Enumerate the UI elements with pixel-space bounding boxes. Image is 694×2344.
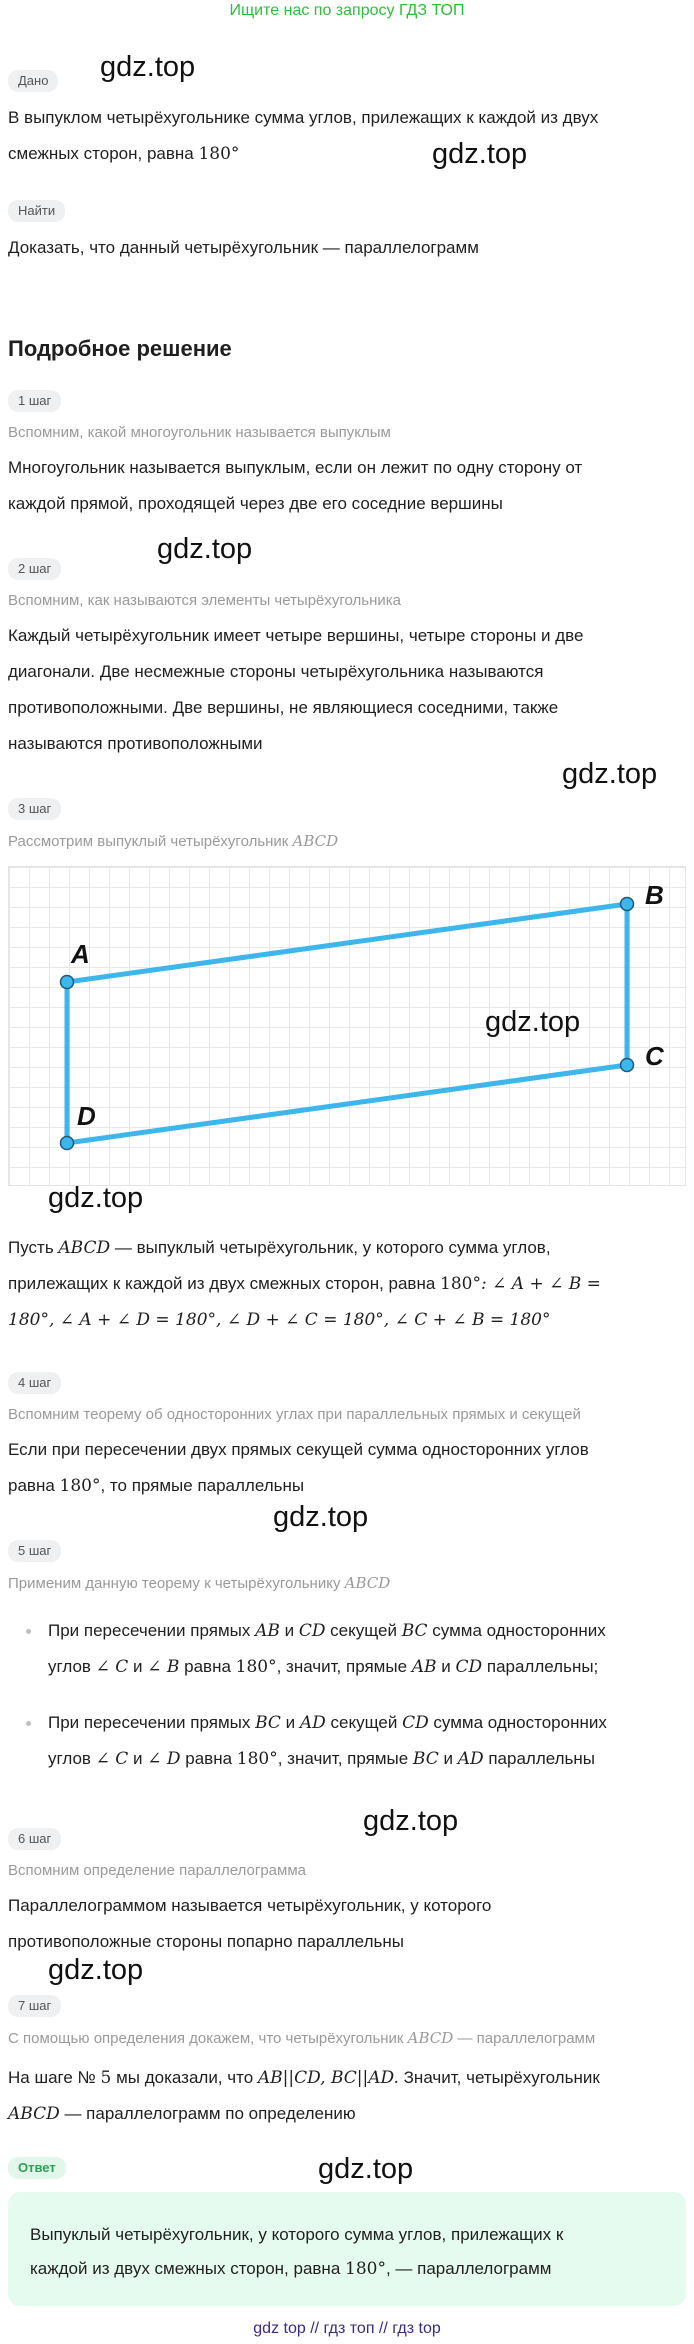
footer-links[interactable]: gdz top // гдз топ // гдз top [253, 2320, 441, 2337]
b1l2m1: ∠ C [95, 1657, 129, 1677]
step7-hint-math: ABCD [407, 2029, 454, 2047]
step2-chip-wrap [8, 558, 61, 580]
step3-line-2 [8, 1266, 688, 1302]
vertex-c [621, 1059, 634, 1072]
b1l1t3: секущей [325, 1621, 402, 1640]
s7l1t1: На шаге № [8, 2068, 101, 2087]
step5-b1-line-1 [48, 1613, 688, 1649]
watermark: gdz.top [48, 1182, 144, 1214]
step5-b2-line-2 [48, 1741, 688, 1777]
step4-line-1: Если при пересечении двух прямых секущей сумма односторонних углов [8, 1440, 589, 1459]
s7l1t2: мы доказали, что [111, 2068, 258, 2087]
b1l2t6: параллельны; [482, 1657, 599, 1676]
step7-chip-wrap [8, 1995, 61, 2017]
step7-hint-t1: С помощью определения докажем, что четырёхугольник [8, 2030, 408, 2047]
step3-text [8, 1230, 688, 1338]
b2l2m1: ∠ C [95, 1749, 129, 1769]
answer-box [8, 2192, 686, 2306]
step4-line-2 [8, 1468, 688, 1504]
b2l2t5: и [438, 1749, 458, 1768]
answer-l2-t2: , — параллелограмм [385, 2259, 552, 2278]
step5-chip: 5 шаг [8, 1540, 61, 1562]
given-line-2 [8, 136, 688, 172]
b2l1m2: AD [299, 1713, 326, 1733]
watermark: gdz.top [48, 1954, 144, 1986]
top-banner: Ищите нас по запросу ГДЗ ТОП [229, 2, 465, 19]
step1-line-1: Многоугольник называется выпуклым, если он лежит по одну сторону от [8, 458, 583, 477]
b1l2t4: , значит, прямые [276, 1657, 412, 1676]
s7l1m2: AB||CD, BC||AD. [257, 2068, 399, 2088]
b2l1m1: BC [255, 1713, 281, 1733]
vertex-b [621, 898, 634, 911]
step5-chip-wrap [8, 1540, 61, 1562]
step3-l2-t1: прилежащих к каждой из двух смежных сторон, равна [8, 1274, 441, 1293]
b2l1t1: При пересечении прямых [48, 1713, 256, 1732]
step3-line-1 [8, 1230, 688, 1266]
step3-line-3 [8, 1302, 688, 1338]
step6-chip: 6 шаг [8, 1828, 61, 1850]
step3-l3-m1: 180°, ∠ A + ∠ D = 180°, ∠ D + ∠ C = 180°, ∠ C + ∠ B = 180° [8, 1310, 551, 1330]
find-chip-wrap [8, 200, 65, 222]
b2l2m5: AD [457, 1749, 484, 1769]
watermark: gdz.top [157, 533, 253, 565]
step7-chip: 7 шаг [8, 1995, 61, 2017]
figure-svg [9, 867, 687, 1187]
watermark: gdz.top [363, 1805, 459, 1837]
step7-line-2 [8, 2096, 688, 2132]
watermark: gdz.top [318, 2153, 414, 2185]
step5-hint-text: Применим данную теорему к четырёхугольнику [8, 1575, 345, 1592]
label-d: D [77, 1101, 96, 1131]
s7l1m1: 5 [100, 2068, 112, 2088]
step4-l2-m1: 180° [59, 1476, 101, 1496]
b1l1t4: сумма односторонних [427, 1621, 606, 1640]
answer-l2-t1: каждой из двух смежных сторон, равна [30, 2259, 345, 2278]
label-b: B [645, 880, 664, 910]
step5-bullets [8, 1613, 688, 1777]
b1l1t1: При пересечении прямых [48, 1621, 256, 1640]
step2-line-3: противоположными. Две вершины, не являющиеся соседними, также [8, 698, 559, 717]
step2-line-4: называются противоположными [8, 734, 263, 753]
given-line-1: В выпуклом четырёхугольнике сумма углов, прилежащих к каждой из двух [8, 108, 599, 127]
b2l2t2: и [128, 1749, 148, 1768]
b2l2t6: параллельны [483, 1749, 596, 1768]
step5-b2-line-1 [48, 1705, 688, 1741]
b2l1t3: секущей [325, 1713, 403, 1732]
step3-l1-t2: — выпуклый четырёхугольник, у которого сумма углов, [110, 1238, 551, 1257]
b2l1t2: и [280, 1713, 300, 1732]
b1l2t2: и [128, 1657, 148, 1676]
b1l2t1: углов [48, 1657, 96, 1676]
b2l2t4: , значит, прямые [277, 1749, 413, 1768]
step6-line-2: противоположные стороны попарно параллельны [8, 1932, 404, 1951]
watermark: gdz.top [273, 1501, 369, 1533]
vertex-a [61, 976, 74, 989]
step4-l2-t2: , то прямые параллельны [100, 1476, 305, 1495]
solution-title: Подробное решение [8, 336, 232, 361]
step3-hint-text: Рассмотрим выпуклый четырёхугольник [8, 833, 293, 850]
step2-line-1: Каждый четырёхугольник имеет четыре вершины, четыре стороны и две [8, 626, 584, 645]
step1-text [8, 450, 688, 522]
b2l1m3: CD [402, 1713, 429, 1733]
b1l2m4: AB [411, 1657, 437, 1677]
b2l2m3: 180° [236, 1749, 278, 1769]
given-math-180: 180° [198, 144, 240, 164]
b1l1m1: AB [255, 1621, 280, 1641]
answer-chip: Ответ [8, 2157, 66, 2179]
step3-hint [8, 830, 338, 853]
quadrilateral-figure [8, 866, 686, 1186]
find-text: Доказать, что данный четырёхугольник — параллелограмм [8, 238, 479, 257]
step5-b1-line-2 [48, 1649, 688, 1685]
step2-text [8, 618, 688, 762]
b1l2t3: равна [179, 1657, 236, 1676]
label-a: A [71, 939, 90, 969]
step4-chip-wrap [8, 1372, 61, 1394]
step5-bullet-2 [8, 1705, 688, 1777]
watermark: gdz.top [432, 138, 528, 170]
s7l2m1: ABCD [8, 2104, 60, 2124]
find-chip: Найти [8, 200, 65, 222]
step3-l2-m2: : ∠ A + ∠ B = [480, 1274, 601, 1294]
watermark: gdz.top [562, 758, 658, 790]
vertex-d [61, 1137, 74, 1150]
b1l2t5: и [436, 1657, 456, 1676]
step5-hint [8, 1572, 390, 1595]
given-chip: Дано [8, 70, 58, 92]
b1l2m2: ∠ B [147, 1657, 180, 1677]
step1-hint: Вспомним, какой многоугольник называется выпуклым [8, 424, 391, 441]
answer-line-1: Выпуклый четырёхугольник, у которого сумма углов, прилежащих к [30, 2225, 564, 2244]
step1-chip-wrap [8, 390, 61, 412]
watermark: gdz.top [485, 1006, 581, 1038]
answer-l2-math: 180° [345, 2259, 386, 2279]
given-chip-wrap [8, 70, 58, 92]
step2-hint: Вспомним, как называются элементы четырёхугольника [8, 592, 402, 609]
step2-line-2: диагонали. Две несмежные стороны четырёхугольника называются [8, 662, 544, 681]
b1l2m3: 180° [235, 1657, 277, 1677]
label-c: C [645, 1041, 664, 1071]
step4-chip: 4 шаг [8, 1372, 61, 1394]
b2l1t4: сумма односторонних [428, 1713, 607, 1732]
step6-hint: Вспомним определение параллелограмма [8, 1862, 306, 1879]
step4-text [8, 1432, 688, 1504]
step5-hint-math: ABCD [344, 1574, 391, 1592]
step6-chip-wrap [8, 1828, 61, 1850]
step7-line-1 [8, 2060, 688, 2096]
step6-text [8, 1888, 688, 1960]
step1-chip: 1 шаг [8, 390, 61, 412]
b1l2m5: CD [455, 1657, 483, 1677]
step3-chip-wrap [8, 798, 61, 820]
given-line-2-text: смежных сторон, равна [8, 144, 199, 163]
b1l1m3: BC [401, 1621, 428, 1641]
b2l2t1: углов [48, 1749, 96, 1768]
step3-hint-math: ABCD [292, 832, 339, 850]
step3-l1-m1: ABCD [58, 1238, 111, 1258]
b1l1t2: и [279, 1621, 299, 1640]
step4-l2-t1: равна [8, 1476, 60, 1495]
step3-l1-t1: Пусть [8, 1238, 59, 1257]
step6-line-1: Параллелограммом называется четырёхугольник, у которого [8, 1896, 492, 1915]
step5-bullet-1 [8, 1613, 688, 1685]
step7-hint [8, 2027, 595, 2050]
step7-text [8, 2060, 688, 2132]
b2l2m2: ∠ D [147, 1749, 181, 1769]
b1l1m2: CD [298, 1621, 326, 1641]
answer-chip-wrap [8, 2157, 66, 2179]
given-text [8, 100, 688, 172]
step3-chip: 3 шаг [8, 798, 61, 820]
watermark: gdz.top [100, 51, 196, 83]
step1-line-2: каждой прямой, проходящей через две его соседние вершины [8, 494, 503, 513]
step3-l2-m1: 180° [440, 1274, 481, 1294]
s7l1t3: Значит, четырёхугольник [398, 2068, 600, 2087]
step7-hint-t2: — параллелограмм [453, 2030, 596, 2047]
answer-line-2 [30, 2252, 664, 2286]
b2l2m4: BC [412, 1749, 439, 1769]
step2-chip: 2 шаг [8, 558, 61, 580]
b2l2t3: равна [180, 1749, 237, 1768]
step4-hint: Вспомним теорему об односторонних углах при параллельных прямых и секущей [8, 1406, 581, 1423]
s7l2t1: — параллелограмм по определению [59, 2104, 356, 2123]
